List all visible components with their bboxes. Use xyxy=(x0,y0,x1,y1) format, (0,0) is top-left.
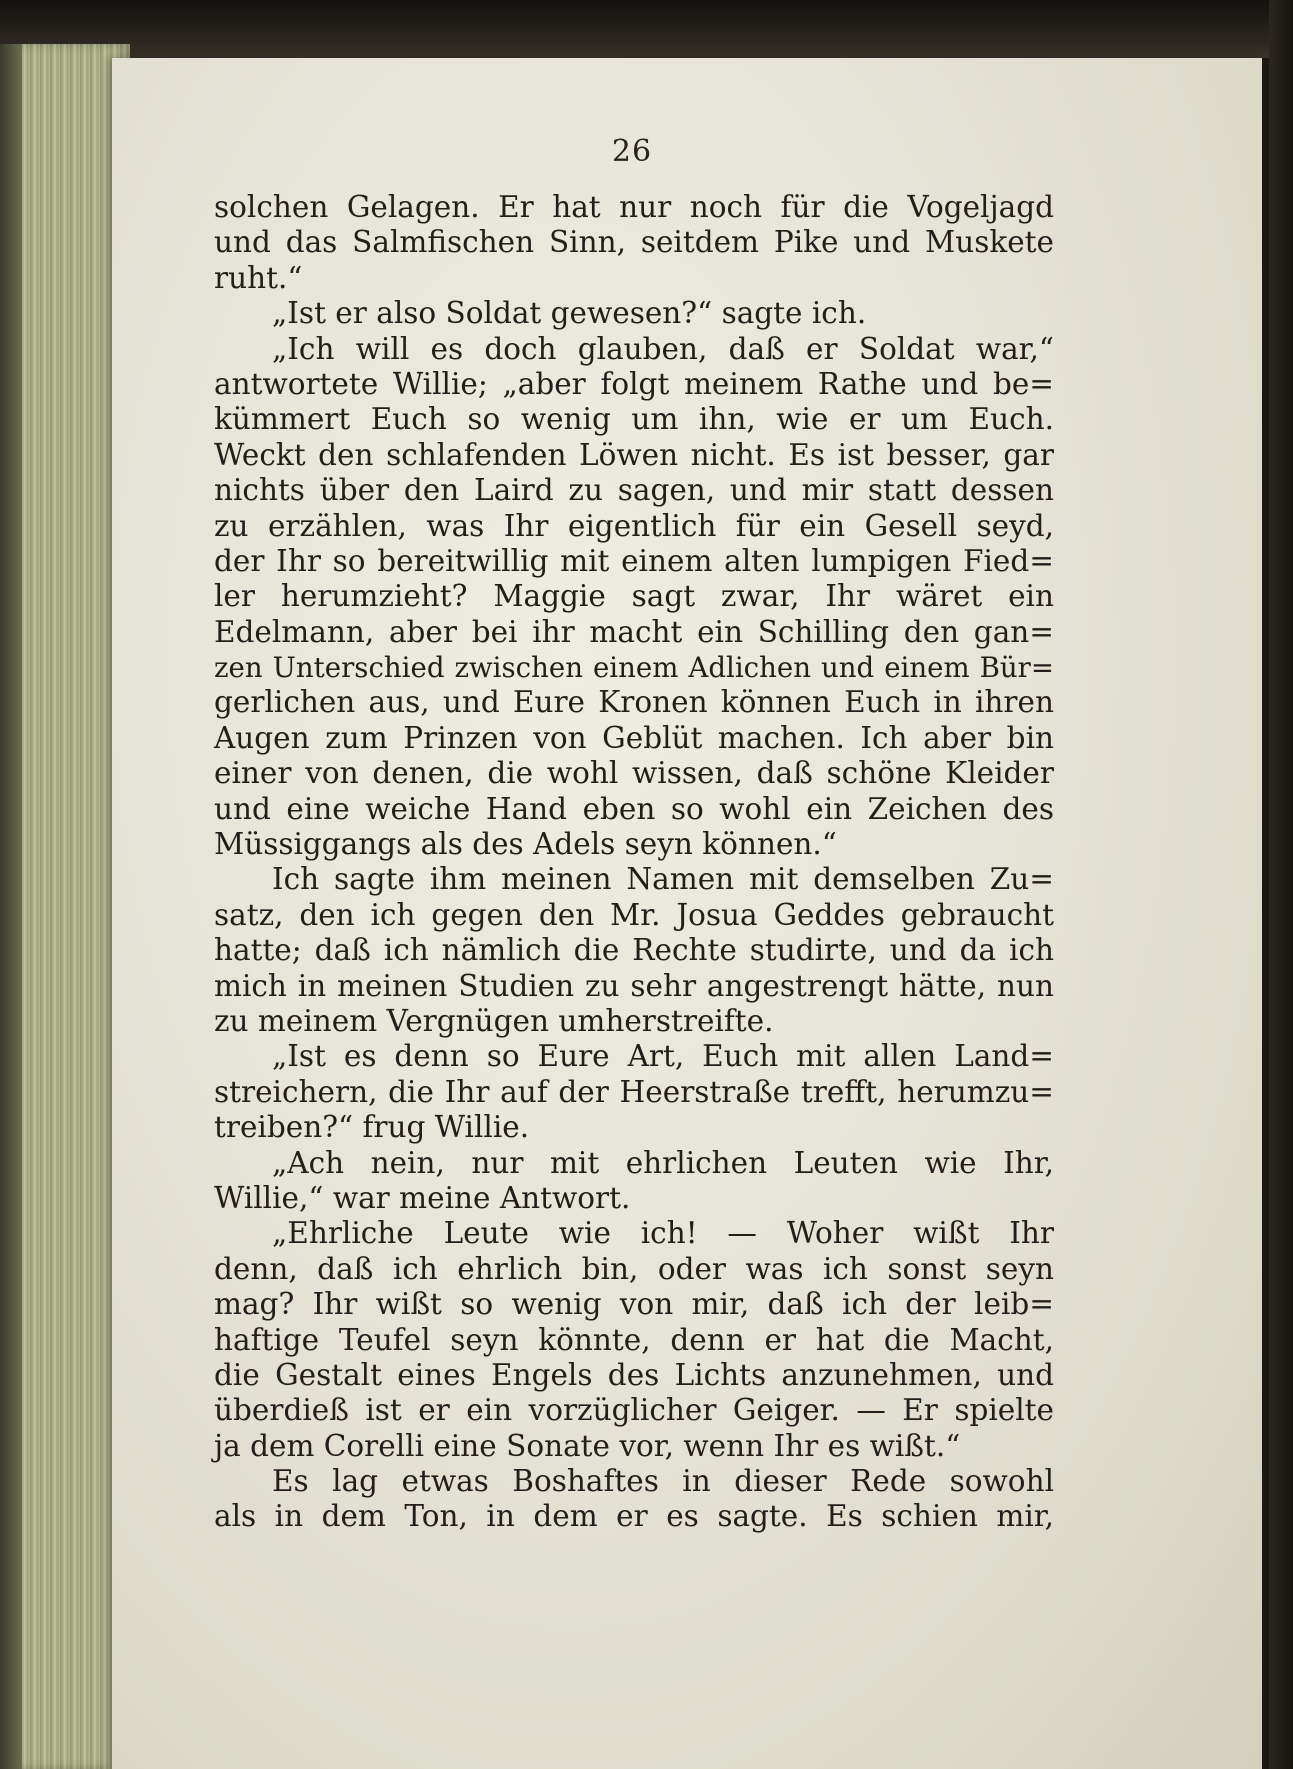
text-line: Augen zum Prinzen von Geblüt machen. Ich aber bin xyxy=(214,720,1054,755)
text-line: solchen Gelagen. Er hat nur noch für die Vogeljagd xyxy=(214,190,1054,224)
text-line: Willie,“ war meine Antwort. xyxy=(214,1180,631,1215)
text-line: zu erzählen, was Ihr eigentlich für ein Gesell seyd, xyxy=(214,508,1054,543)
page-text xyxy=(214,62,1054,1535)
text-line: die Gestalt eines Engels des Lichts anzunehmen, und xyxy=(214,1357,1054,1392)
text-line: Müssiggangs als des Adels seyn können.“ xyxy=(214,827,837,862)
text-line: Weckt den schlafenden Löwen nicht. Es ist besser, gar xyxy=(214,437,1054,472)
text-line: kümmert Euch so wenig um ihn, wie er um Euch. xyxy=(214,402,1054,437)
page-number: 26 xyxy=(611,134,653,169)
text-line: Edelmann, aber bei ihr macht ein Schilling den gan= xyxy=(214,614,1054,649)
text-line: zu meinem Vergnügen umherstreifte. xyxy=(214,1003,774,1038)
text-line: haftige Teufel seyn könnte, denn er hat die Macht, xyxy=(214,1322,1054,1357)
text-line: als in dem Ton, in dem er es sagte. Es schien mir, xyxy=(214,1499,1054,1534)
text-line: denn, daß ich ehrlich bin, oder was ich sonst seyn xyxy=(214,1251,1054,1286)
book-cover-right xyxy=(1269,0,1293,1769)
text-line: streichern, die Ihr auf der Heerstraße trefft, herumzu= xyxy=(214,1074,1054,1109)
text-line: treiben?“ frug Willie. xyxy=(214,1110,530,1145)
text-line: „Ich will es doch glauben, daß er Soldat war,“ xyxy=(272,331,1054,366)
text-line: mich in meinen Studien zu sehr angestrengt hätte, nun xyxy=(214,968,1054,1003)
text-line: zen Unterschied zwischen einem Adlichen und einem Bür= xyxy=(214,651,1054,685)
text-line: Es lag etwas Boshaftes in dieser Rede sowohl xyxy=(272,1464,1054,1499)
text-line: „Ach nein, nur mit ehrlichen Leuten wie Ihr, xyxy=(272,1145,1054,1180)
book-cover-top xyxy=(0,0,1293,58)
text-line: ja dem Corelli eine Sonate vor, wenn Ihr es wißt.“ xyxy=(214,1428,961,1463)
text-line: überdieß ist er ein vorzüglicher Geiger. — Er spielte xyxy=(214,1393,1054,1428)
text-line: der Ihr so bereitwillig mit einem alten lumpigen Fied= xyxy=(214,543,1054,578)
text-line: hatte; daß ich nämlich die Rechte studirte, und da ich xyxy=(214,933,1054,968)
text-line: „Ehrliche Leute wie ich! — Woher wißt Ihr xyxy=(272,1216,1054,1251)
text-line: ler herumzieht? Maggie sagt zwar, Ihr wäret ein xyxy=(214,579,1054,614)
text-line: „Ist es denn so Eure Art, Euch mit allen Land= xyxy=(272,1039,1054,1074)
text-line: gerlichen aus, und Eure Kronen können Euch in ihren xyxy=(214,685,1054,720)
text-line: mag? Ihr wißt so wenig von mir, daß ich der leib= xyxy=(214,1287,1054,1322)
text-line: einer von denen, die wohl wissen, daß schöne Kleider xyxy=(214,756,1054,791)
text-line: Ich sagte ihm meinen Namen mit demselben Zu= xyxy=(272,862,1054,897)
text-line: ruht.“ xyxy=(214,260,303,295)
text-line: nichts über den Laird zu sagen, und mir statt dessen xyxy=(214,473,1054,508)
text-line: satz, den ich gegen den Mr. Josua Geddes gebraucht xyxy=(214,897,1054,932)
text-line: „Ist er also Soldat gewesen?“ sagte ich. xyxy=(272,296,867,331)
text-line: antwortete Willie; „aber folgt meinem Rathe und be= xyxy=(214,366,1054,401)
page-edges xyxy=(0,44,130,1769)
text-line: und eine weiche Hand eben so wohl ein Zeichen des xyxy=(214,791,1054,826)
text-line: und das Salmfischen Sinn, seitdem Pike und Muskete xyxy=(214,225,1054,260)
